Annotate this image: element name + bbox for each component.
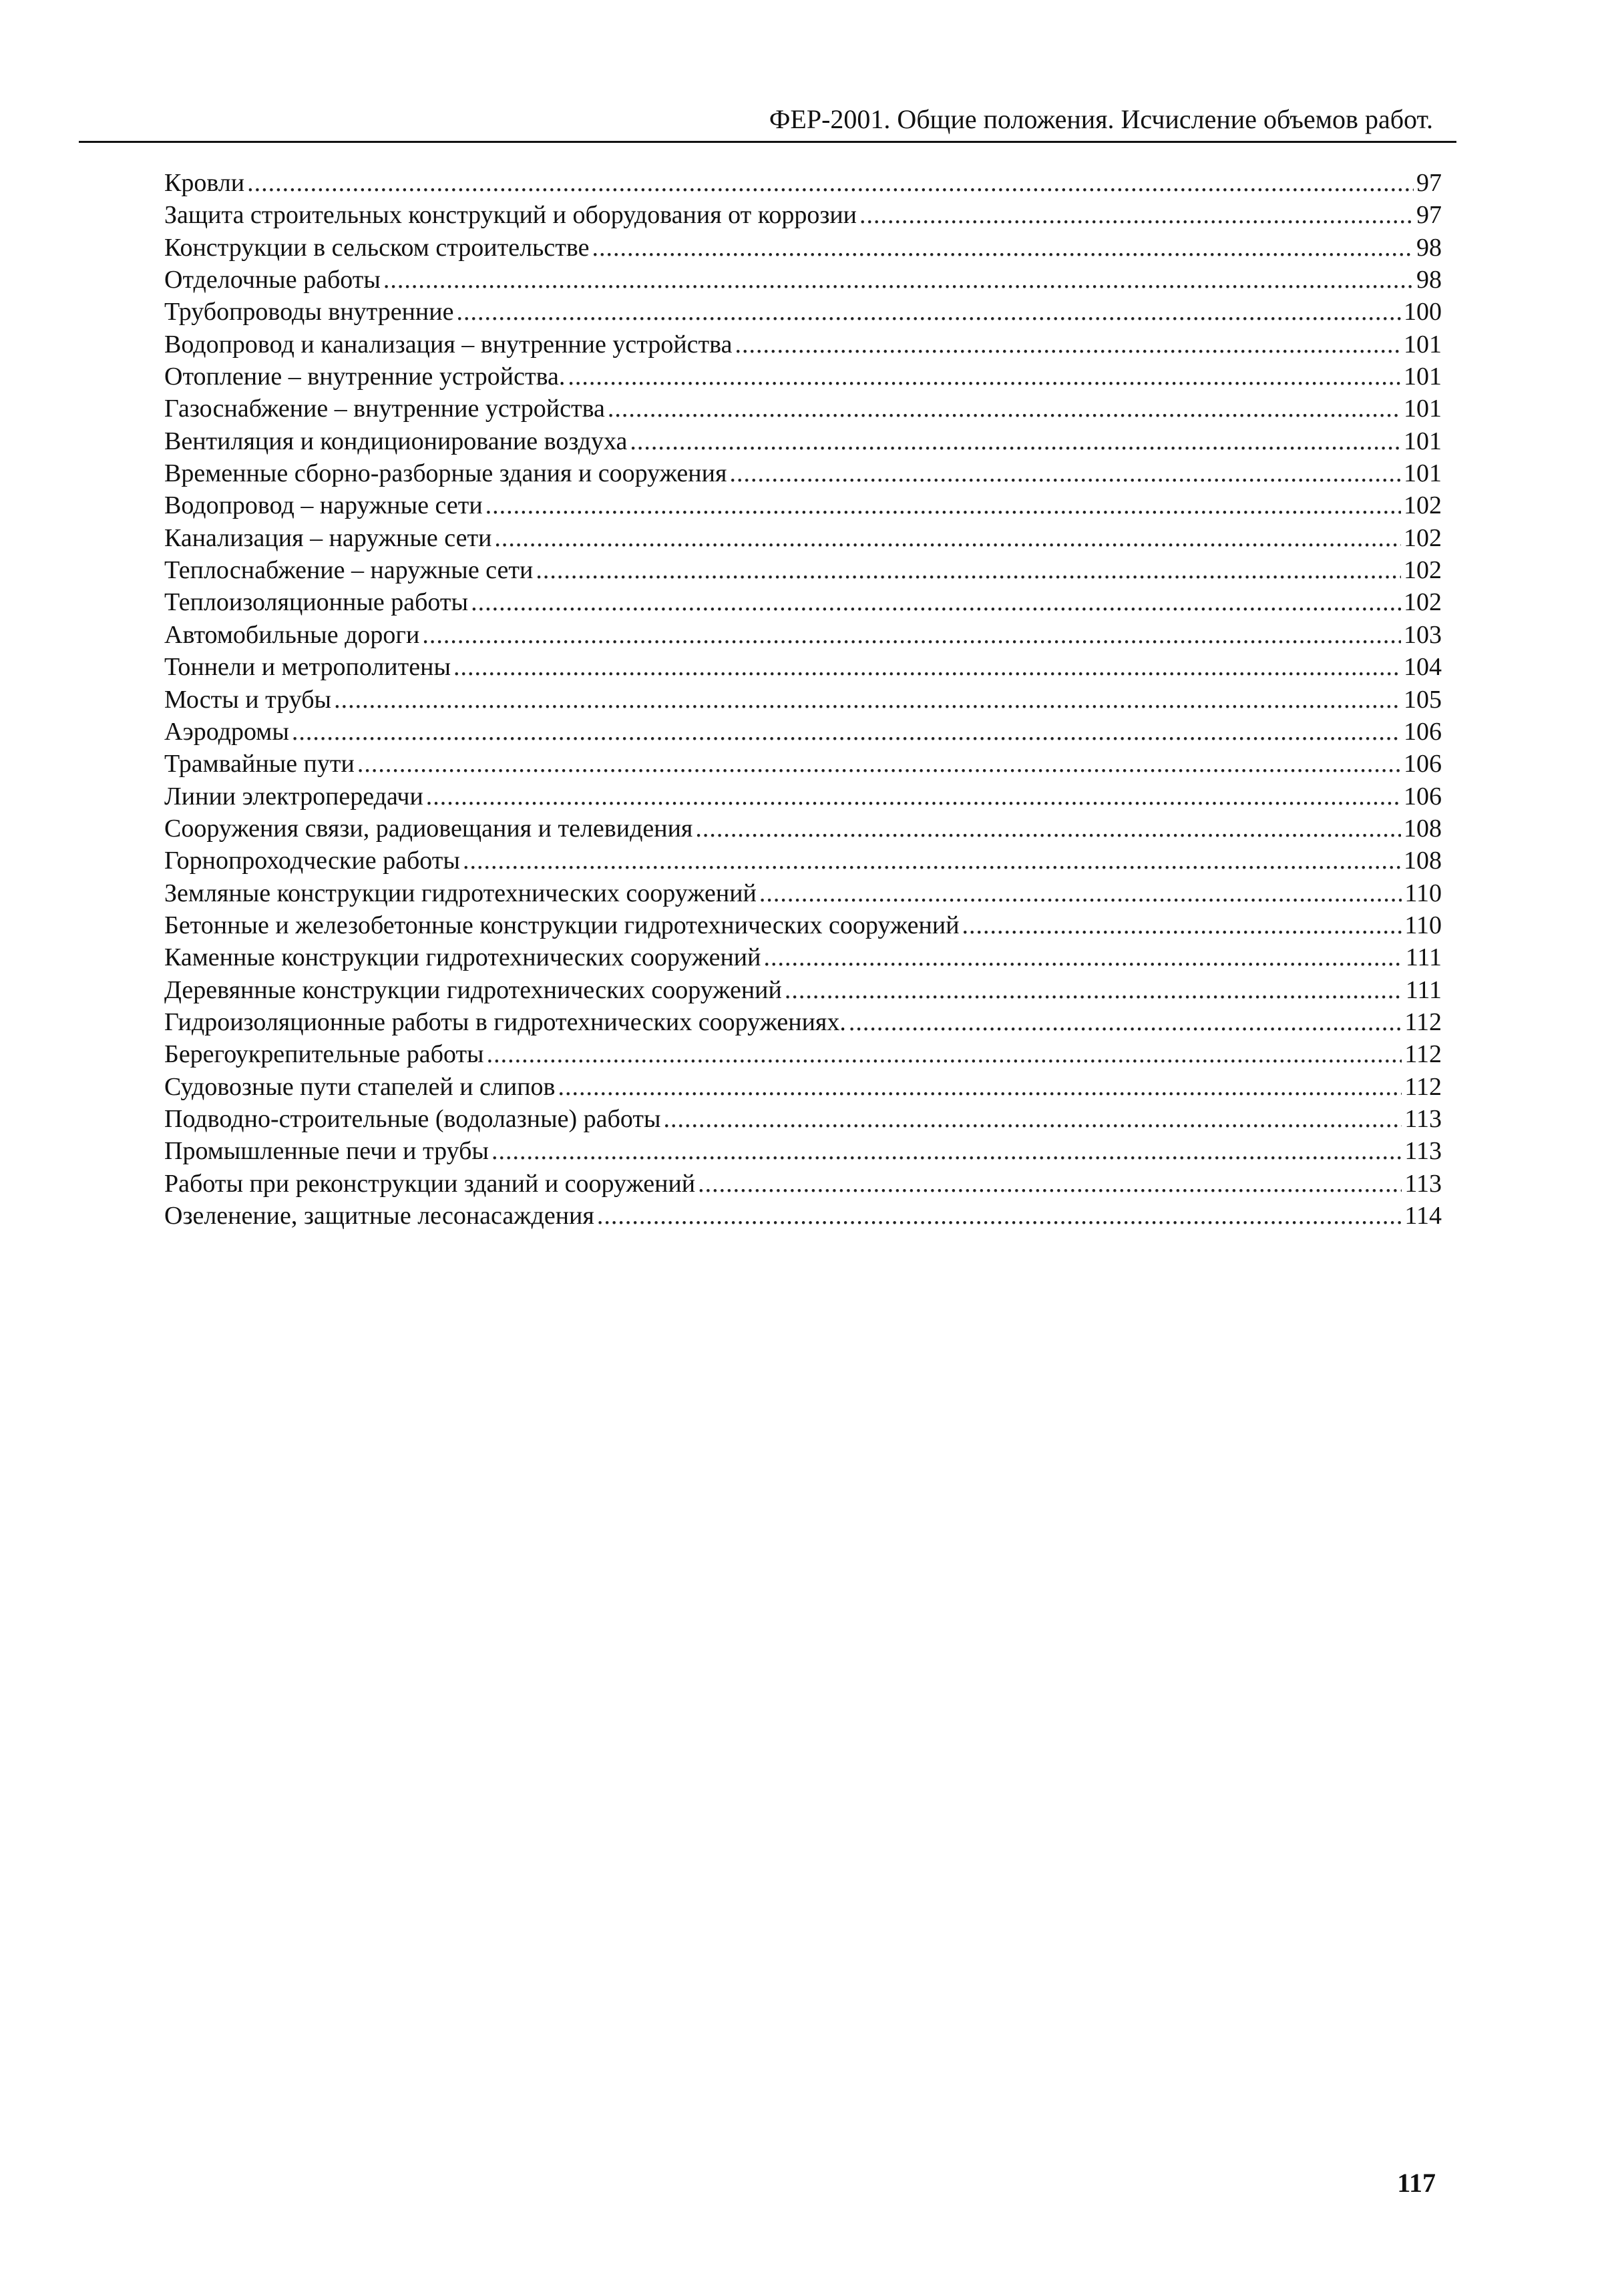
toc-entry-page: 110 (1404, 879, 1442, 907)
toc-entry (164, 684, 1442, 716)
toc-entry-page: 106 (1404, 750, 1442, 778)
toc-entry (164, 619, 1442, 651)
toc-entry-page: 112 (1404, 1040, 1442, 1069)
toc-entry (164, 361, 1442, 393)
dot-leader (729, 457, 1401, 489)
toc-entry-title: Теплоснабжение – наружные сети (164, 556, 534, 585)
toc-entry-title: Теплоизоляционные работы (164, 588, 469, 617)
dot-leader (485, 489, 1401, 521)
toc-entry-page: 104 (1404, 653, 1442, 682)
toc-entry-title: Бетонные и железобетонные конструкции гидротехнических сооружений (164, 911, 960, 939)
dot-leader (463, 845, 1401, 877)
toc-entry (164, 941, 1442, 973)
toc-entry-page: 101 (1404, 427, 1442, 455)
dot-leader (664, 1103, 1402, 1135)
dot-leader (247, 167, 1414, 199)
toc-entry-page: 102 (1404, 588, 1442, 617)
toc-entry-page: 106 (1404, 717, 1442, 746)
toc-entry-title: Горнопроходческие работы (164, 847, 460, 875)
toc-entry (164, 457, 1442, 489)
toc-entry-title: Конструкции в сельском строительстве (164, 233, 590, 262)
toc-entry-page: 108 (1404, 814, 1442, 843)
toc-entry-title: Автомобильные дороги (164, 620, 420, 649)
toc-entry (164, 716, 1442, 748)
toc-entry-title: Берегоукрепительные работы (164, 1040, 484, 1069)
toc-entry (164, 586, 1442, 618)
toc-entry (164, 232, 1442, 264)
dot-leader (695, 813, 1401, 845)
toc-entry-page: 112 (1404, 1072, 1442, 1101)
toc-entry-title: Судовозные пути стапелей и слипов (164, 1072, 556, 1101)
dot-leader (630, 425, 1401, 457)
dot-leader (608, 393, 1401, 425)
dot-leader (759, 877, 1402, 909)
toc-entry-page: 102 (1404, 556, 1442, 585)
toc-entry-title: Защита строительных конструкций и оборудования от коррозии (164, 201, 857, 230)
toc-entry-title: Каменные конструкции гидротехнических сооружений (164, 943, 761, 972)
toc-entry (164, 651, 1442, 683)
dot-leader (859, 199, 1414, 231)
toc-entry-title: Промышленные печи и трубы (164, 1137, 489, 1166)
table-of-contents (164, 167, 1442, 1232)
toc-entry-page: 114 (1404, 1202, 1442, 1230)
toc-entry-page: 112 (1404, 1007, 1442, 1036)
toc-entry (164, 1103, 1442, 1135)
dot-leader (334, 684, 1401, 716)
dot-leader (292, 716, 1401, 748)
toc-entry (164, 393, 1442, 425)
dot-leader (453, 651, 1401, 683)
dot-leader (849, 1006, 1402, 1038)
toc-entry-page: 101 (1404, 330, 1442, 359)
toc-entry (164, 1071, 1442, 1103)
toc-entry (164, 199, 1442, 231)
toc-entry-page: 102 (1404, 491, 1442, 520)
toc-entry (164, 813, 1442, 845)
dot-leader (494, 522, 1401, 554)
toc-entry (164, 296, 1442, 328)
toc-entry-title: Тоннели и метрополитены (164, 653, 451, 682)
dot-leader (536, 554, 1401, 586)
toc-entry (164, 1200, 1442, 1232)
dot-leader (698, 1168, 1402, 1200)
dot-leader (422, 619, 1401, 651)
dot-leader (357, 748, 1401, 780)
toc-entry (164, 522, 1442, 554)
toc-entry-page: 113 (1404, 1169, 1442, 1198)
toc-entry-title: Вентиляция и кондиционирование воздуха (164, 427, 628, 455)
toc-entry-page: 98 (1416, 233, 1442, 262)
toc-entry-title: Водопровод – наружные сети (164, 491, 483, 520)
toc-entry-title: Линии электропередачи (164, 782, 423, 811)
dot-leader (785, 974, 1403, 1006)
toc-entry-page: 108 (1404, 847, 1442, 875)
toc-entry-title: Кровли (164, 169, 245, 197)
toc-entry-page: 105 (1404, 685, 1442, 714)
toc-entry-title: Деревянные конструкции гидротехнических сооружений (164, 975, 782, 1004)
toc-entry-title: Мосты и трубы (164, 685, 332, 714)
dot-leader (487, 1038, 1402, 1070)
toc-entry-page: 113 (1404, 1104, 1442, 1133)
toc-entry-title: Гидроизоляционные работы в гидротехнических сооружениях. (164, 1007, 846, 1036)
dot-leader (491, 1135, 1402, 1167)
dot-leader (962, 909, 1402, 941)
toc-entry (164, 845, 1442, 877)
toc-entry (164, 489, 1442, 521)
toc-entry-page: 111 (1405, 943, 1442, 972)
toc-entry (164, 554, 1442, 586)
toc-entry (164, 1038, 1442, 1070)
toc-entry-page: 101 (1404, 459, 1442, 488)
toc-entry-title: Трамвайные пути (164, 750, 355, 778)
toc-entry (164, 1168, 1442, 1200)
toc-entry-title: Земляные конструкции гидротехнических сооружений (164, 879, 757, 907)
dot-leader (471, 586, 1401, 618)
toc-entry-title: Подводно-строительные (водолазные) работы (164, 1104, 661, 1133)
toc-entry-page: 100 (1404, 298, 1442, 326)
toc-entry-page: 103 (1404, 620, 1442, 649)
toc-entry (164, 909, 1442, 941)
toc-entry-title: Работы при реконструкции зданий и сооружений (164, 1169, 696, 1198)
toc-entry-title: Трубопроводы внутренние (164, 298, 454, 326)
page-number: 117 (1397, 2168, 1436, 2198)
header-rule (79, 141, 1456, 143)
dot-leader (735, 328, 1401, 361)
toc-entry-title: Аэродромы (164, 717, 289, 746)
toc-entry-page: 111 (1405, 975, 1442, 1004)
toc-entry-title: Временные сборно-разборные здания и сооружения (164, 459, 727, 488)
toc-entry-page: 98 (1416, 266, 1442, 294)
toc-entry (164, 425, 1442, 457)
toc-entry-title: Сооружения связи, радиовещания и телевидения (164, 814, 693, 843)
toc-entry (164, 264, 1442, 296)
dot-leader (568, 361, 1401, 393)
dot-leader (592, 232, 1414, 264)
toc-entry (164, 974, 1442, 1006)
dot-leader (383, 264, 1414, 296)
toc-entry (164, 328, 1442, 361)
toc-entry-page: 101 (1404, 363, 1442, 391)
toc-entry-page: 102 (1404, 523, 1442, 552)
toc-entry (164, 748, 1442, 780)
toc-entry-title: Отделочные работы (164, 266, 381, 294)
toc-entry-page: 101 (1404, 395, 1442, 423)
toc-entry-title: Водопровод и канализация – внутренние устройства (164, 330, 733, 359)
toc-entry (164, 877, 1442, 909)
toc-entry (164, 1135, 1442, 1167)
toc-entry (164, 1006, 1442, 1038)
toc-entry-page: 97 (1416, 201, 1442, 230)
toc-entry (164, 780, 1442, 813)
dot-leader (426, 780, 1401, 813)
toc-entry-title: Озеленение, защитные лесонасаждения (164, 1202, 594, 1230)
toc-entry-title: Отопление – внутренние устройства. (164, 363, 566, 391)
running-header: ФЕР-2001. Общие положения. Исчисление объемов работ. (769, 104, 1433, 134)
dot-leader (558, 1071, 1402, 1103)
dot-leader (763, 941, 1402, 973)
dot-leader (597, 1200, 1402, 1232)
toc-entry-page: 106 (1404, 782, 1442, 811)
toc-entry-title: Канализация – наружные сети (164, 523, 492, 552)
toc-entry (164, 167, 1442, 199)
toc-entry-page: 97 (1416, 169, 1442, 197)
toc-entry-page: 110 (1404, 911, 1442, 939)
toc-entry-page: 113 (1404, 1137, 1442, 1166)
dot-leader (456, 296, 1401, 328)
toc-entry-title: Газоснабжение – внутренние устройства (164, 395, 605, 423)
